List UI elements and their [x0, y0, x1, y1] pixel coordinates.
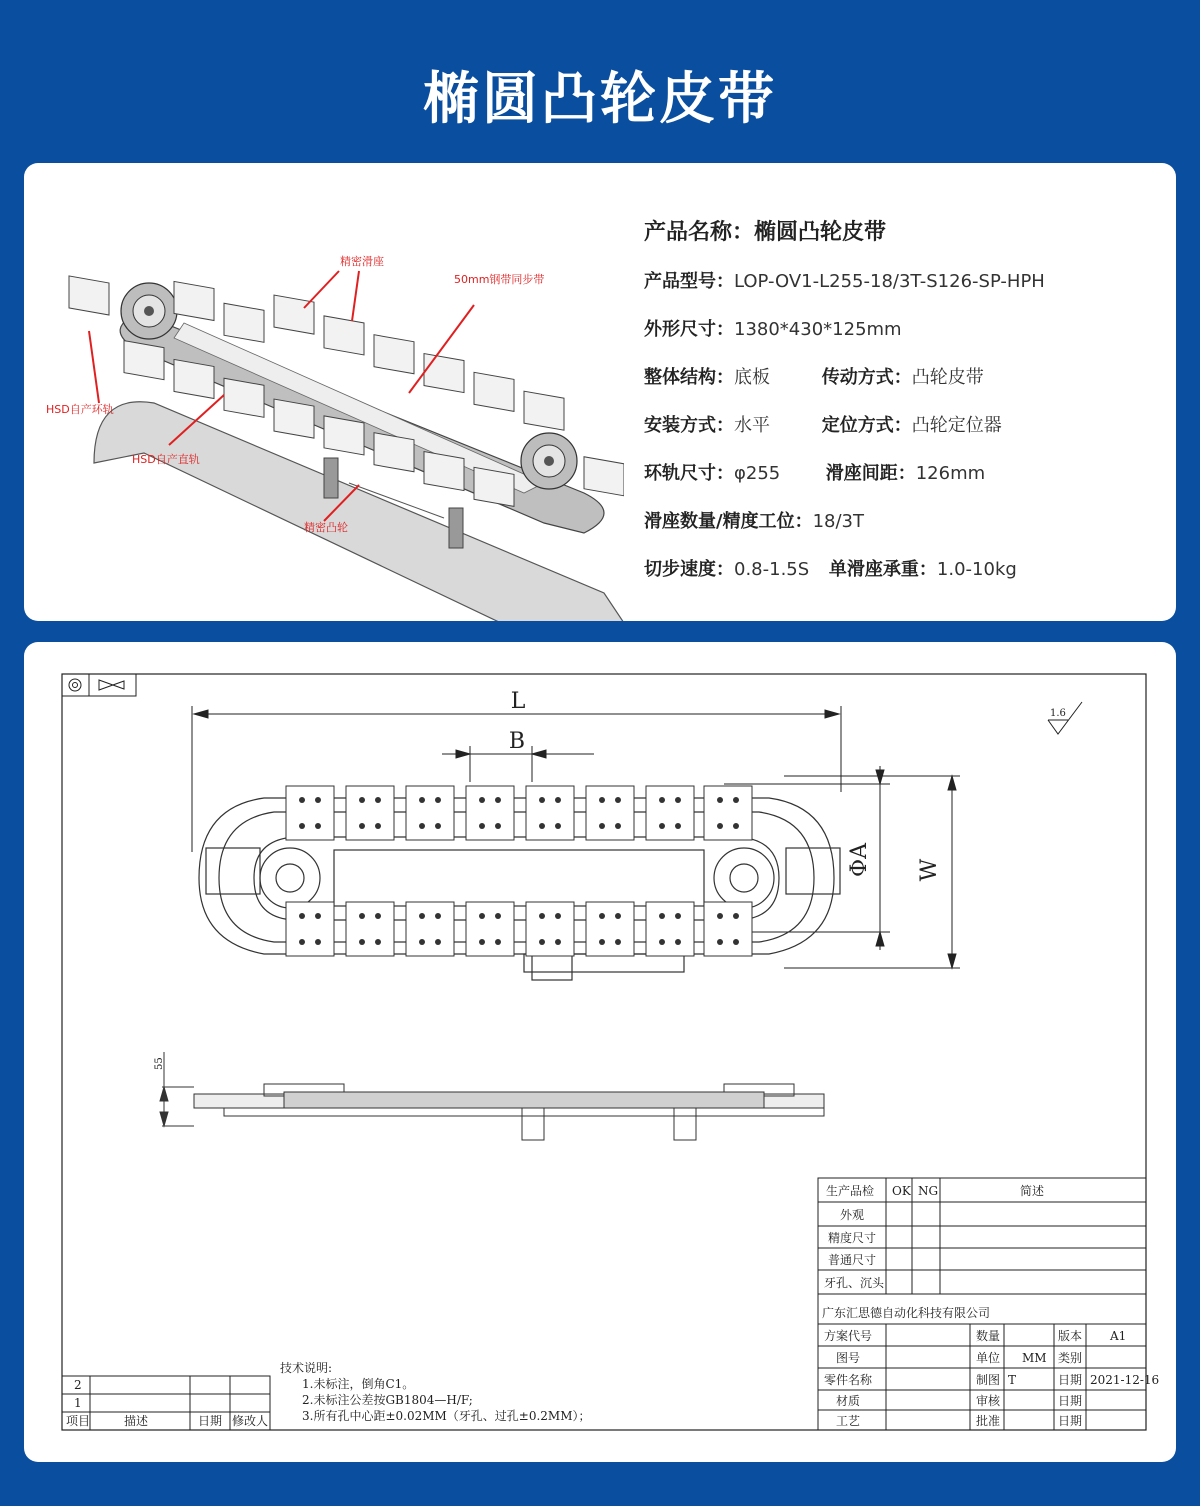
tb-qty: 数量: [976, 1329, 1001, 1343]
label-straight-rail: HSD自产直轨: [132, 453, 200, 466]
spec-install-position: 安装方式：水平 定位方式：凸轮定位器: [644, 415, 1002, 436]
tb-precision: 精度尺寸: [828, 1231, 877, 1245]
spec-count: 滑座数量/精度工位：18/3T: [644, 511, 864, 532]
note-3: 3.所有孔中心距±0.02MM（牙孔、过孔±0.2MM）；: [302, 1409, 591, 1423]
label-ring-rail: HSD自产环轨: [46, 403, 114, 416]
tb-plan-code: 方案代号: [824, 1329, 873, 1343]
spec-size: 外形尺寸：1380*430*125mm: [644, 319, 902, 340]
tb-date-val: 2021-12-16: [1090, 1373, 1160, 1387]
dim-B: B: [508, 729, 526, 754]
tb-unit: 单位: [976, 1351, 1001, 1365]
dim-L: L: [510, 689, 526, 714]
tb-date2: 日期: [1058, 1394, 1083, 1408]
rev-col-desc: 描述: [124, 1414, 149, 1428]
rev-row-2: 2: [74, 1378, 82, 1392]
note-2: 2.未标注公差按GB1804—H/F;: [302, 1393, 473, 1407]
page-title: 椭圆凸轮皮带: [423, 67, 777, 132]
roughness: 1.6: [1050, 708, 1066, 719]
tb-part-name: 零件名称: [824, 1373, 873, 1387]
dim-A: ΦA: [847, 843, 872, 877]
spec-structure-drive: 整体结构：底板 传动方式：凸轮皮带: [644, 367, 984, 388]
spec-speed-load: 切步速度：0.8-1.5S 单滑座承重：1.0-10kg: [644, 559, 1017, 580]
cad-drawing: [24, 642, 1176, 1462]
rev-col-date: 日期: [198, 1414, 223, 1428]
label-belt: 50mm钢带同步带: [454, 273, 545, 286]
label-slider: 精密滑座: [340, 255, 384, 268]
tb-review: 审核: [976, 1394, 1001, 1408]
tb-ok: OK: [892, 1184, 911, 1198]
tb-date3: 日期: [1058, 1414, 1083, 1428]
note-1: 1.未标注，倒角C1。: [302, 1377, 415, 1391]
spec-model: 产品型号：LOP-OV1-L255-18/3T-S126-SP-HPH: [644, 271, 1045, 292]
tb-drafter: 制图: [976, 1373, 1001, 1387]
tb-version-val: A1: [1110, 1329, 1127, 1343]
tb-process: 工艺: [836, 1414, 861, 1428]
tb-drafter-val: T: [1008, 1373, 1017, 1387]
rev-col-item: 项目: [66, 1414, 91, 1428]
spec-name: 产品名称：椭圆凸轮皮带: [644, 220, 887, 245]
tb-company: 广东汇思德自动化科技有限公司: [822, 1306, 991, 1320]
tb-appearance: 外观: [840, 1208, 865, 1222]
tb-ng: NG: [918, 1184, 939, 1198]
tb-version: 版本: [1058, 1329, 1083, 1343]
label-cam: 精密凸轮: [304, 521, 348, 534]
notes-title: 技术说明:: [280, 1361, 333, 1375]
product-render: [24, 163, 624, 621]
drawing-card: [24, 642, 1176, 1462]
rev-row-1: 1: [74, 1396, 82, 1410]
tb-inspect: 生产品检: [826, 1184, 875, 1198]
tb-category: 类别: [1058, 1351, 1083, 1365]
product-card: [24, 163, 1176, 621]
tb-unit-val: MM: [1022, 1351, 1047, 1365]
dim-W: W: [917, 858, 942, 882]
spec-ring-pitch: 环轨尺寸：φ255 滑座间距：126mm: [644, 463, 986, 484]
tb-material: 材质: [836, 1394, 861, 1408]
titleblock-frame: [818, 1178, 1146, 1430]
rev-col-editor: 修改人: [232, 1414, 269, 1428]
tb-brief: 简述: [1020, 1184, 1045, 1198]
tb-date: 日期: [1058, 1373, 1083, 1387]
tb-drawing-no: 图号: [836, 1351, 861, 1365]
tb-normal: 普通尺寸: [828, 1253, 877, 1267]
tb-approve: 批准: [976, 1414, 1001, 1428]
dim-55: 55: [154, 1057, 165, 1070]
tb-holes: 牙孔、沉头: [824, 1276, 885, 1290]
